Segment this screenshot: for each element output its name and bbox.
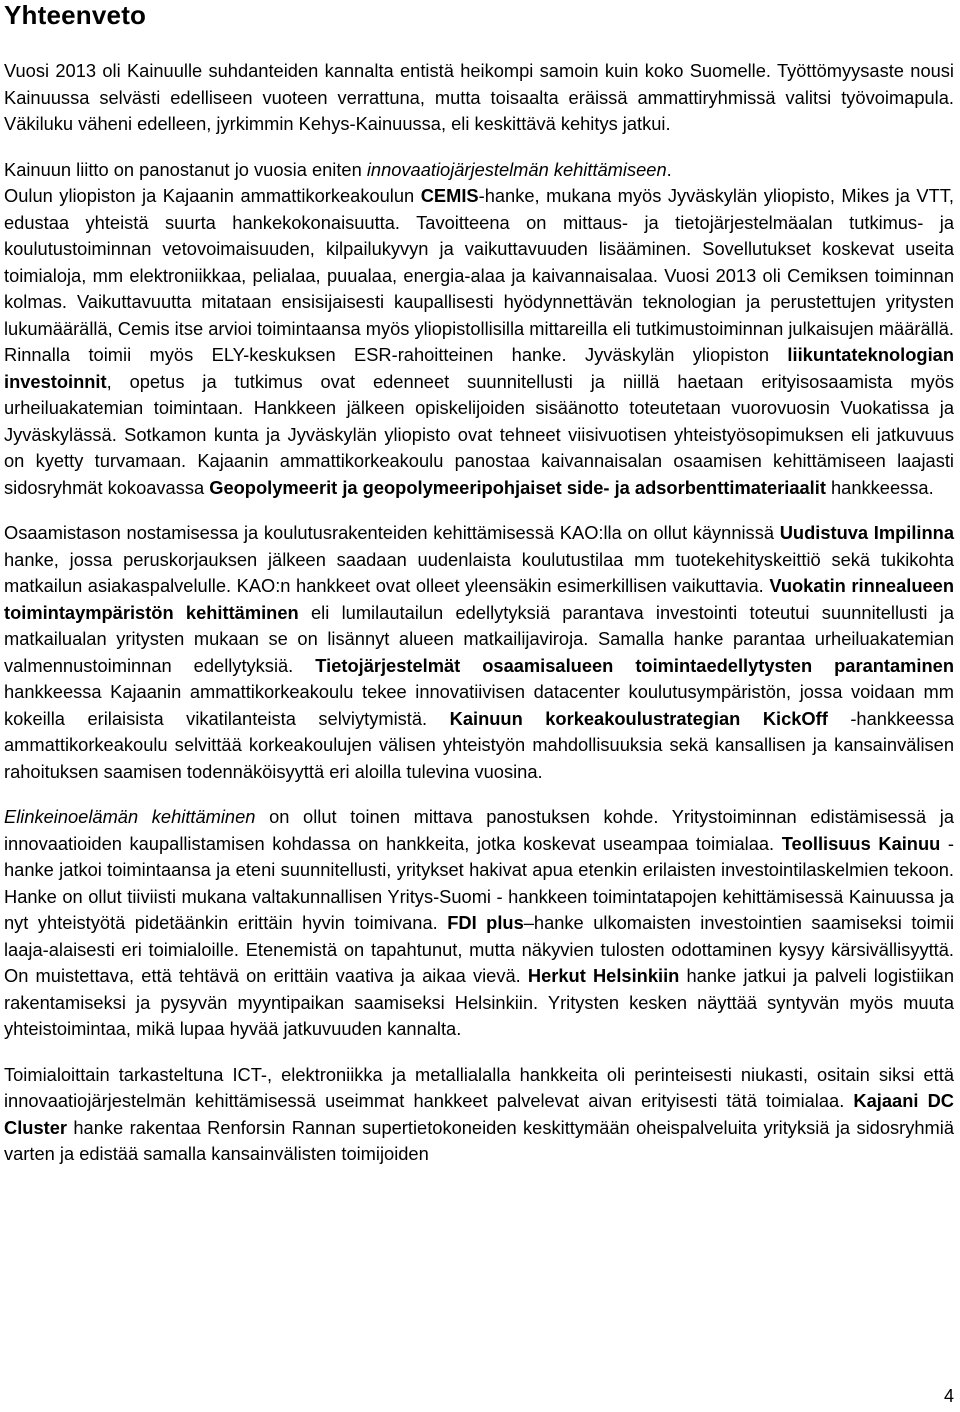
bold-phrase: Vuokatin rinnealueen toimintaympäristön kehittäminen xyxy=(4,575,954,623)
text-run: Vuosi 2013 oli Kainuulle suhdanteiden kannalta entistä heikompi samoin kuin koko Suomelle. Työttömyysaste nousi Kainuussa selvästi edelliseen vuoteen verrattuna, mutta toisaalta eräissä ammattiryhmissä valitsi työvoimapula. Väkiluku väheni edelleen, jyrkimmin Kehys-Kainuussa, eli keskittävä kehitys jatkui. xyxy=(4,60,954,134)
text-run: hanke jatkui ja palveli logistiikan rakentamiseksi ja pysyvän myyntipaikan saamiseksi Helsinkiin. Yritysten kesken näyttää syntyvän myös muuta yhteistoimintaa, mikä lupaa hyvää jatkuvuuden kannalta. xyxy=(4,965,955,1039)
italic-phrase: innovaatiojärjestelmän kehittämiseen xyxy=(366,158,667,180)
text-run: Osaamistason nostamisessa ja koulutusrakenteiden kehittämisessä KAO:lla on ollut käynnissä xyxy=(4,522,780,543)
body-text xyxy=(4,58,954,1168)
text-run: on ollut toinen mittava panostuksen kohde. Yritystoiminnan edistämisessä ja innovaatioiden kaupallistamisen kohdassa on hankkeita, jotka koskevat useampaa toimialaa. xyxy=(4,806,954,854)
paragraph-innovation-intro xyxy=(4,157,954,184)
bold-phrase: Kainuun korkeakoulustrategian KickOff xyxy=(449,707,828,729)
bold-phrase: Geopolymeerit ja geopolymeeripohjaiset side- ja adsorbenttimateriaalit xyxy=(209,476,826,498)
text-run: eli lumilautailun edellytyksiä parantava investointi toteutui suunnitellusti ja matkailualan yritysten mukaan se on lisännyt alueen matkailijaviroja. Samalla hanke parantaa urheiluakatemian valmennustoiminnan edellytyksiä. xyxy=(4,601,955,676)
bold-phrase: Kajaani DC Cluster xyxy=(4,1090,954,1138)
paragraph-economy-summary xyxy=(4,58,954,138)
text-run: Toimialoittain tarkasteltuna ICT-, elektroniikka ja metallialalla hankkeita oli perinteisesti niukasti, ositain siksi että innovaatiojärjestelmän kehittämisessä useimmat hankkeet palvelevat aivan erityisesti tätä toimialaa. xyxy=(4,1063,954,1111)
paragraph-cemis-projects xyxy=(4,183,954,501)
italic-phrase: Elinkeinoelämän kehittäminen xyxy=(4,806,256,827)
text-run: hanke, jossa peruskorjauksen jälkeen saadaan uudenlaista koulutustilaa mm tuotekehityskeittiö sekä tukikohta matkailun asiakaspalvelulle. KAO:n hankkeet ovat olleet yleensäkin esimerkillisen vaikuttavia. xyxy=(4,548,954,596)
paragraph-education-projects xyxy=(4,520,954,785)
bold-phrase: Teollisuus Kainuu xyxy=(781,832,941,854)
text-run: Oulun yliopiston ja Kajaanin ammattikorkeakoulun xyxy=(4,185,421,206)
paragraph-ict-sector xyxy=(4,1062,954,1168)
bold-phrase: FDI plus xyxy=(447,912,524,933)
text-run: -hanke jatkoi toimintaansa ja eteni suunnitellusti, yritykset hakivat apua etenkin erilaisten investointilaskelmien tekoon. Hanke on ollut tiiviisti mukana valtakunnallisen Yritys-Suomi - hankkeen toimintatapojen kehittämisessä Kainuussa ja nyt yhteistyötä pidetäänkin erittäin hyvin toimivana. xyxy=(4,832,954,933)
bold-phrase: Herkut Helsinkiin xyxy=(527,965,680,986)
page-title: Yhteenveto xyxy=(4,0,147,30)
text-run: hankkeessa. xyxy=(825,476,934,498)
text-run: -hanke, mukana myös Jyväskylän yliopisto, Mikes ja VTT, edustaa yhteistä suurta hankekokonaisuutta. Tavoitteena on mittaus- ja tietojärjestelmäalan tutkimus- ja koulutustoiminnan vetovoimaisuuden, kilpailukyvyn ja vaikuttavuuden lisääminen. Sovellutukset koskevat useita toimialoja, mm elektroniikkaa, pelialaa, puualaa, energia-alaa ja kaivannaisalaa. Vuosi 2013 oli Cemiksen toiminnan kolmas. Vaikuttavuutta mitataan ensisijaisesti kaupallisesti hyödynnettävän teknologian ja perustettujen yritysten lukumäärällä, Cemis itse arvioi toimintaansa myös yliopistollisilla mittareilla eli tutkimustoiminnan julkaisujen määrällä. Rinnalla toimii myös ELY-keskuksen ESR-rahoitteinen hanke. Jyväskylän yliopiston xyxy=(4,185,955,365)
page-number: 4 xyxy=(943,1386,954,1406)
text-run: hanke rakentaa Renforsin Rannan supertietokoneiden keskittymään oheispalveluita yrityksiä ja sidosryhmiä varten ja edistää samalla kansainvälisten toimijoiden xyxy=(4,1116,954,1164)
text-run: –hanke ulkomaisten investointien saamiseksi toimii laaja-alaisesti eri toimialoille. Etenemistä on tapahtunut, mutta näkyvien tulosten odottaminen kysyy kärsivällisyyttä. On muistettava, että tehtävä on erittäin vaativa ja aikaa vievä. xyxy=(4,912,955,986)
text-run: . xyxy=(666,158,672,180)
bold-phrase: Uudistuva Impilinna xyxy=(779,522,954,543)
text-run: hankkeessa Kajaanin ammattikorkeakoulu tekee innovatiivisen datacenter koulutusympäristön, jossa voidaan mm kokeilla erilaisista vikatilanteista selviytymistä. xyxy=(4,681,954,729)
bold-phrase: CEMIS xyxy=(420,185,479,206)
bold-phrase: Tietojärjestelmät osaamisalueen toimintaedellytysten parantaminen xyxy=(315,654,954,676)
text-run: , opetus ja tutkimus ovat edenneet suunnitellusti ja niillä haetaan erityisosaamista myös urheiluakatemian toimintaan. Hankkeen jälkeen opiskelijoiden sisäänotto toteutetaan vuorovuosin Vuokatissa ja Jyväskylässä. Sotkamon kunta ja Jyväskylän yliopisto ovat tehneet viisivuotisen yhteistyösopimuksen eli jatkuvuus on kyetty turvamaan. Kajaanin ammattikorkeakoulu panostaa kaivannaisalan osaamisen kehittämiseen laajasti sidosryhmät kokoavassa xyxy=(4,370,954,498)
paragraph-business-development xyxy=(4,804,954,1043)
bold-phrase: liikuntateknologian investoinnit xyxy=(4,344,954,392)
text-run: -hankkeessa ammattikorkeakoulu selvittää korkeakoulujen välisen yhteistyön mahdollisuuksia sekä kansallisen ja kansainvälisen rahoituksen saamisen todennäköisyyttä eri aloilla tulevina vuosina. xyxy=(4,707,955,782)
text-run: Kainuun liitto on panostanut jo vuosia eniten xyxy=(4,158,367,180)
